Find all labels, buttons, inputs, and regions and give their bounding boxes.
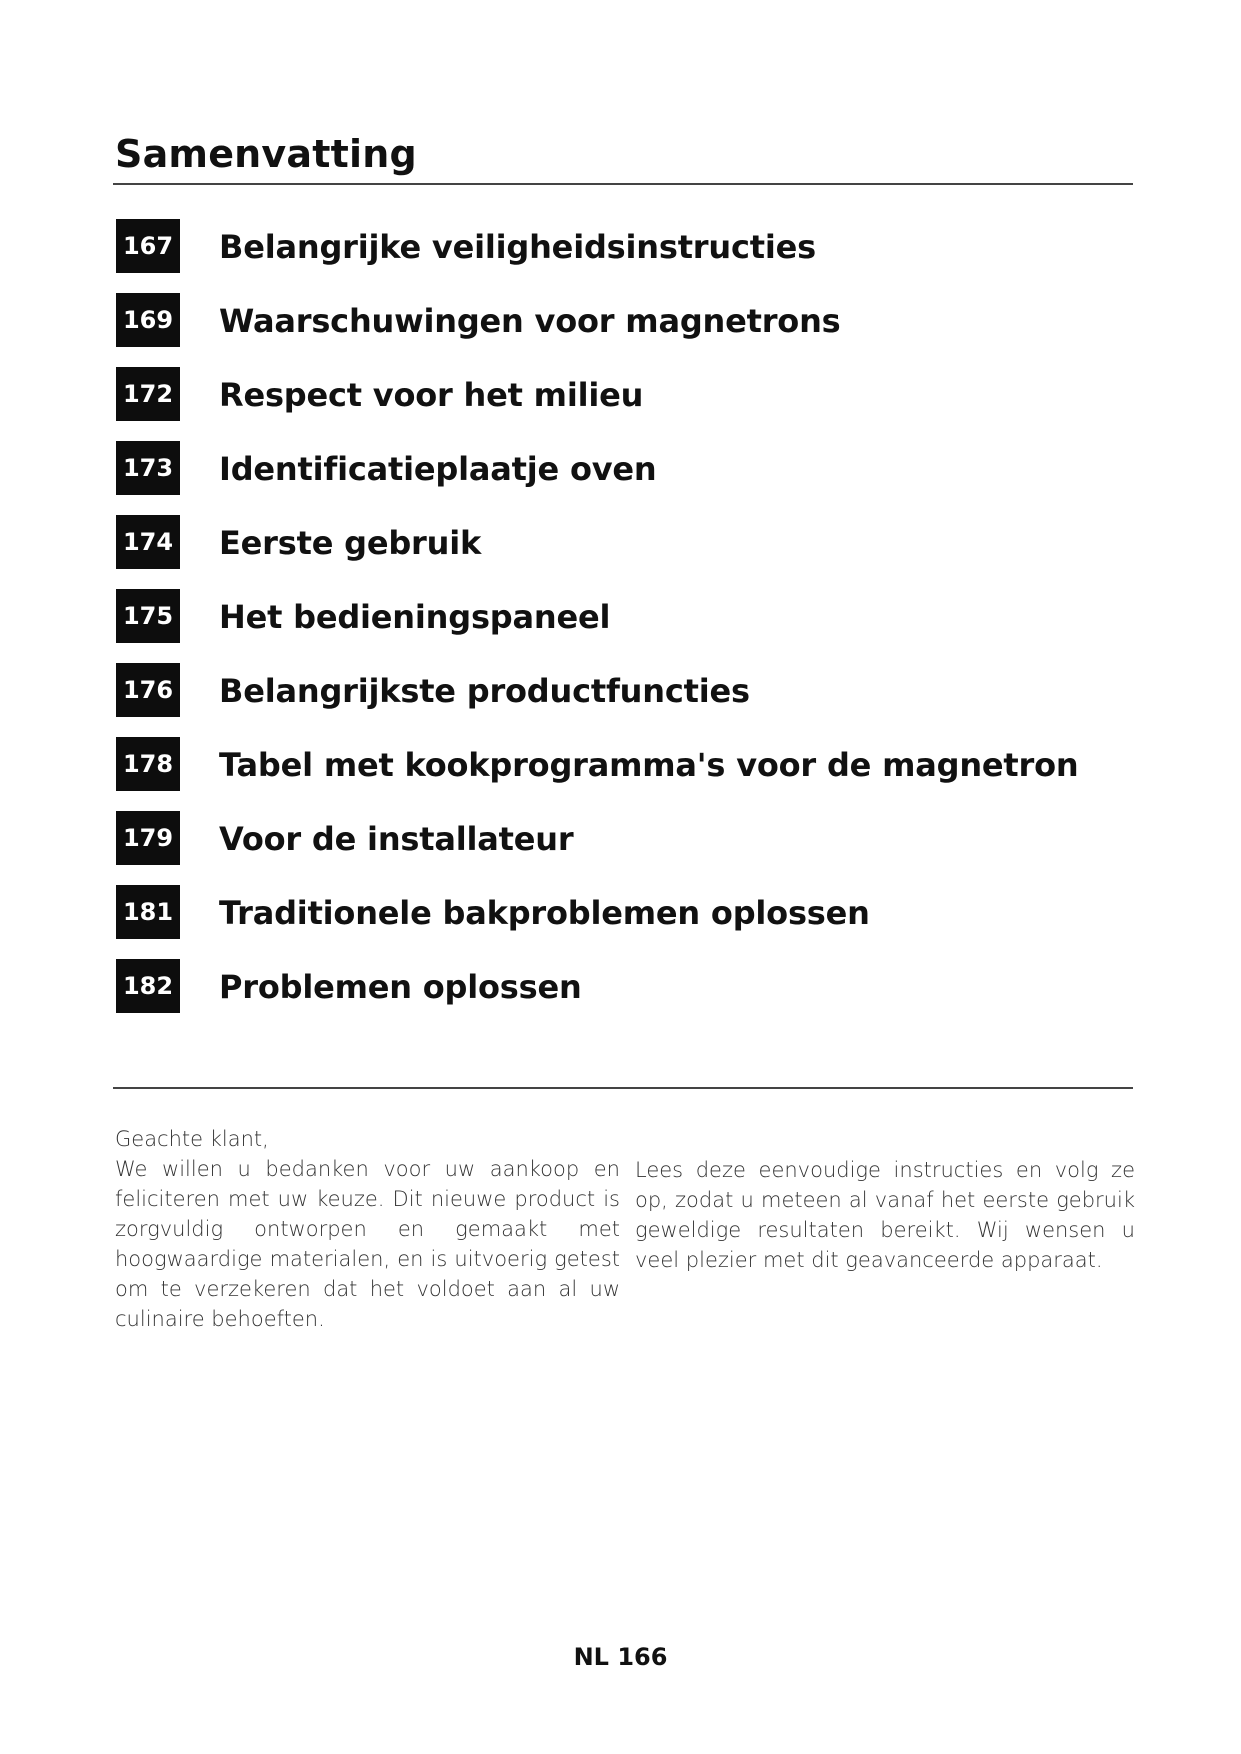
letter-right-column [635,1155,1135,1275]
toc-item[interactable] [116,589,1116,663]
toc-page-number: 181 [116,885,180,939]
toc-label[interactable]: Problemen oplossen [219,968,582,1006]
title-divider [113,183,1133,185]
table-of-contents [116,219,1116,1033]
toc-label[interactable]: Identificatieplaatje oven [219,450,657,488]
toc-label[interactable]: Voor de installateur [219,820,574,858]
toc-page-number: 167 [116,219,180,273]
toc-label[interactable]: Tabel met kookprogramma's voor de magnetron [219,746,1079,784]
section-divider [113,1087,1133,1089]
toc-label[interactable]: Belangrijke veiligheidsinstructies [219,228,816,266]
toc-label[interactable]: Het bedieningspaneel [219,598,611,636]
toc-page-number: 169 [116,293,180,347]
letter-left-column [115,1124,620,1334]
toc-item[interactable] [116,959,1116,1033]
greeting: Geachte klant, [115,1127,269,1151]
toc-item[interactable] [116,885,1116,959]
toc-page-number: 175 [116,589,180,643]
toc-item[interactable] [116,219,1116,293]
toc-item[interactable] [116,293,1116,367]
toc-item[interactable] [116,367,1116,441]
letter-right-text: Lees deze eenvoudige instructies en volg ze op, zodat u meteen al vanaf het eerste gebruik geweldige resultaten bereikt. Wij wensen u veel plezier met dit geavanceerde apparaat. [635,1158,1135,1272]
toc-item[interactable] [116,515,1116,589]
toc-page-number: 172 [116,367,180,421]
toc-label[interactable]: Traditionele bakproblemen oplossen [219,894,870,932]
toc-label[interactable]: Belangrijkste productfuncties [219,672,750,710]
toc-item[interactable] [116,737,1116,811]
toc-page-number: 173 [116,441,180,495]
toc-item[interactable] [116,441,1116,515]
toc-item[interactable] [116,663,1116,737]
toc-label[interactable]: Waarschuwingen voor magnetrons [219,302,841,340]
toc-page-number: 176 [116,663,180,717]
toc-item[interactable] [116,811,1116,885]
letter-left-text: We willen u bedanken voor uw aankoop en feliciteren met uw keuze. Dit nieuwe product is zorgvuldig ontworpen en gemaakt met hoogwaardige materialen, en is uitvoerig getest om te verzekeren dat het voldoet aan al uw culinaire behoeften. [115,1157,620,1331]
toc-page-number: 174 [116,515,180,569]
page-footer: NL 166 [573,1643,668,1671]
toc-page-number: 178 [116,737,180,791]
toc-page-number: 179 [116,811,180,865]
toc-page-number: 182 [116,959,180,1013]
page-title: Samenvatting [115,132,417,176]
toc-label[interactable]: Eerste gebruik [219,524,482,562]
toc-label[interactable]: Respect voor het milieu [219,376,644,414]
